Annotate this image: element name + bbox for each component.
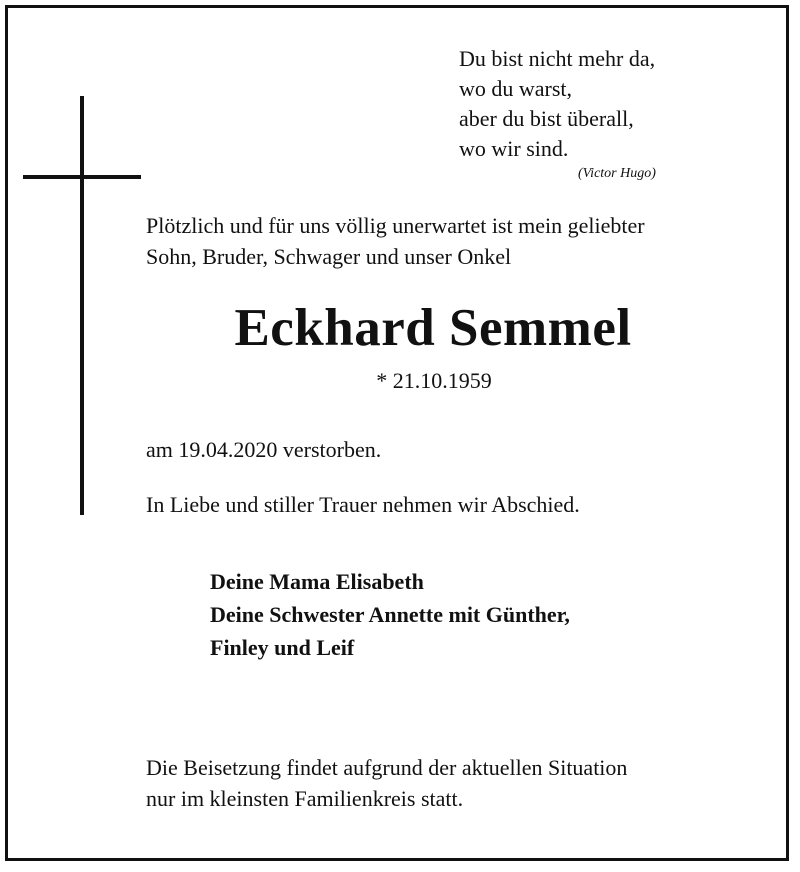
funeral-notice (146, 752, 627, 814)
quote-line: wo du warst, (459, 76, 573, 101)
intro-line: Sohn, Bruder, Schwager und unser Onkel (146, 244, 512, 269)
quote-line: wo wir sind. (459, 136, 569, 161)
funeral-line: Die Beisetzung findet aufgrund der aktuellen Situation (146, 755, 628, 780)
quote-line: aber du bist überall, (459, 106, 634, 131)
quote-author: (Victor Hugo) (578, 166, 656, 181)
deceased-name: Eckhard Semmel (234, 299, 632, 357)
family-line: Deine Mama Elisabeth (210, 569, 424, 594)
intro-text (146, 210, 766, 272)
family-line: Deine Schwester Annette mit Günther, (210, 602, 570, 627)
family-line: Finley und Leif (210, 635, 355, 660)
family-signatures (210, 565, 570, 664)
birth-date: * 21.10.1959 (376, 368, 492, 393)
death-date-line: am 19.04.2020 verstorben. (146, 437, 382, 462)
cross-horizontal-bar (23, 175, 141, 179)
quote-line: Du bist nicht mehr da, (459, 46, 656, 71)
intro-line: Plötzlich und für uns völlig unerwartet ist mein geliebter (146, 213, 645, 238)
quote-block (459, 44, 759, 164)
funeral-line: nur im kleinsten Familienkreis statt. (146, 786, 464, 811)
farewell-text: In Liebe und stiller Trauer nehmen wir Abschied. (146, 492, 580, 517)
